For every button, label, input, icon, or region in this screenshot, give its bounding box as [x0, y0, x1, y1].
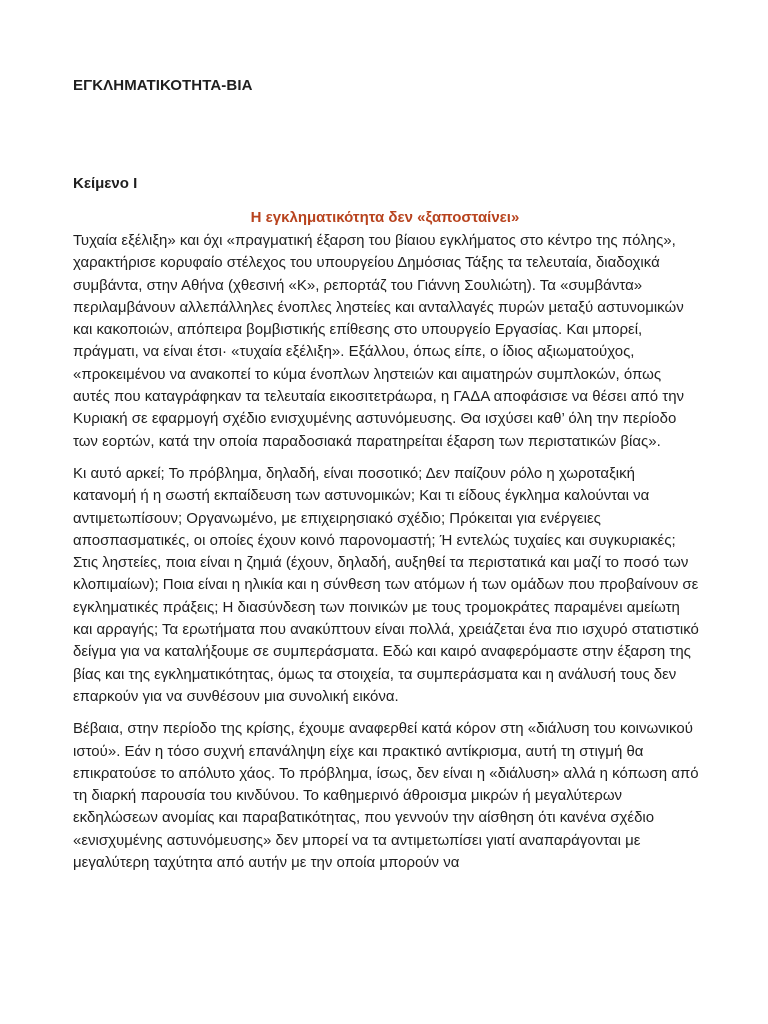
paragraph: Βέβαια, στην περίοδο της κρίσης, έχουμε αναφερθεί κατά κόρον στη «διάλυση του κοινωνικού ιστού». Εάν η τόσο συχνή επανάληψη είχε και πρακτικό αντίκρισμα, αυτή τη στιγμή θα επικρατούσε το απόλυτο χάος. Το πρόβλημα, ίσως, δεν είναι η «διάλυση» αλλά η κόπωση από τη διαρκή παρουσία του κινδύνου. Το καθημερινό άθροισμα μικρών ή μεγαλύτερων εκδηλώσεων ανομίας και παραβατικότητας, που γεννούν την αίσθηση ότι κανένα σχέδιο «ενισχυμένης αστυνόμευσης» δεν μπορεί να τα αντιμετωπίσει γιατί αναπαράγονται με μεγαλύτερη ταχύτητα από αυτήν με την οποία μπορούν να: [73, 720, 699, 872]
article-title: Η εγκληματικότητα δεν «ξαποσταίνει»: [250, 209, 520, 226]
article-body: [73, 230, 700, 884]
text-label: Κείμενο Ι: [73, 175, 138, 192]
paragraph: Τυχαία εξέλιξη» και όχι «πραγματική έξαρση του βίαιου εγκλήματος στο κέντρο της πόλης», χαρακτήρισε κορυφαίο στέλεχος του υπουργείου Δημόσιας Τάξης τα τελευταία, διαδοχικά συμβάντα, στην Αθήνα (χθεσινή «Κ», ρεπορτάζ του Γιάννη Σουλιώτη). Τα «συμβάντα» περιλαμβάνουν αλλεπάλληλες ένοπλες ληστείες και ανταλλαγές πυρών μεταξύ αστυνομικών και κακοποιών, απόπειρα βομβιστικής επίθεσης στο υπουργείο Εργασίας. Και μπορεί, πράγματι, να είναι έτσι· «τυχαία εξέλιξη». Εξάλλου, όπως είπε, ο ίδιος αξιωματούχος, «προκειμένου να ανακοπεί το κύμα ένοπλων ληστειών και αιματηρών συμπλοκών, όπως αυτές που καταγράφηκαν τα τελευταία εικοσιτετράωρα, η ΓΑΔΑ αποφάσισε να θέσει από την Κυριακή σε εφαρμογή σχέδιο ενισχυμένης αστυνόμευσης. Θα ισχύσει καθ’ όλη την περίοδο των εορτών, κατά την οποία παραδοσιακά παρατηρείται έξαρση των περιστατικών βίας».: [73, 232, 685, 450]
paragraph: Κι αυτό αρκεί; Το πρόβλημα, δηλαδή, είναι ποσοτικό; Δεν παίζουν ρόλο η χωροταξική κατανομή ή η σωστή εκπαίδευση των αστυνομικών; Και τι είδους έγκλημα καλούνται να αντιμετωπίσουν; Οργανωμένο, με επιχειρησιακό σχέδιο; Πρόκειται για ενέργειες αποσπασματικές, οι οποίες έχουν κοινό παρονομαστή; Ή εντελώς τυχαίες και συγκυριακές; Στις ληστείες, ποια είναι η ζημιά (έχουν, δηλαδή, αυξηθεί τα περιστατικά και μαζί το ποσό των κλοπιμαίων); Ποια είναι η ηλικία και η σύνθεση των ατόμων ή των ομάδων που προβαίνουν σε εγκληματικές πράξεις; Η διασύνδεση των ποινικών με τους τρομοκράτες παραμένει αμείωτη και αρραγής; Τα ερωτήματα που ανακύπτουν είναι πολλά, χρειάζεται ένα πιο ισχυρό στατιστικό δείγμα για να καταλήξουμε σε συμπεράσματα. Εδώ και καιρό αναφερόμαστε στην έξαρση της βίας και της εγκληματικότητας, όμως τα στοιχεία, τα συμπεράσματα και η ανάλυσή τους δεν επαρκούν για να συνθέσουν μια συνολική εικόνα.: [73, 464, 699, 705]
section-heading: ΕΓΚΛΗΜΑΤΙΚΟΤΗΤΑ-ΒΙΑ: [73, 77, 253, 94]
